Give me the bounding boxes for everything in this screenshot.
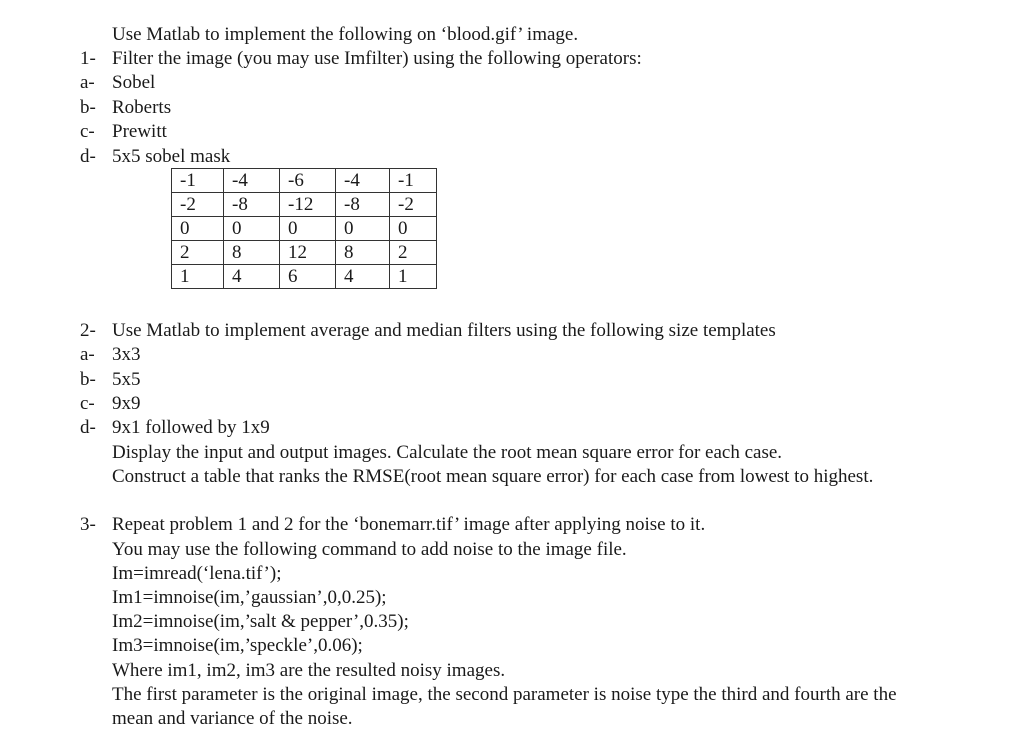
mask-cell: -1 — [172, 169, 224, 193]
mask-cell: 0 — [390, 217, 437, 241]
problem-3-code-line: Im1=imnoise(im,’gaussian’,0,0.25); — [112, 587, 387, 608]
mask-cell: 0 — [224, 217, 280, 241]
problem-1-item-b: Roberts — [112, 97, 172, 118]
intro-text: Use Matlab to implement the following on ‘blood.gif’ image. — [112, 24, 579, 45]
problem-1-item-d: 5x5 sobel mask — [112, 146, 231, 167]
mask-row — [172, 169, 437, 193]
mask-cell: -2 — [172, 193, 224, 217]
problem-3-text: Repeat problem 1 and 2 for the ‘bonemarr.tif’ image after applying noise to it. — [112, 514, 706, 535]
problem-3-code-line: Im2=imnoise(im,’salt & pepper’,0.35); — [112, 611, 409, 632]
mask-cell: 8 — [336, 241, 390, 265]
problem-3-line: Where im1, im2, im3 are the resulted noisy images. — [112, 660, 506, 681]
problem-2-item-a-marker: a- — [80, 344, 95, 365]
sobel-mask-table — [171, 168, 437, 289]
problem-2-item-d-marker: d- — [80, 417, 96, 438]
mask-cell: -4 — [224, 169, 280, 193]
problem-1-item-a-marker: a- — [80, 72, 95, 93]
problem-2-item-b-marker: b- — [80, 369, 96, 390]
mask-cell: -4 — [336, 169, 390, 193]
mask-row — [172, 193, 437, 217]
problem-2-marker: 2- — [80, 320, 96, 341]
problem-1-text: Filter the image (you may use Imfilter) using the following operators: — [112, 48, 642, 69]
problem-2-item-c-marker: c- — [80, 393, 95, 414]
problem-2-item-b: 5x5 — [112, 369, 141, 390]
problem-2-item-a: 3x3 — [112, 344, 141, 365]
mask-cell: 1 — [390, 265, 437, 289]
problem-3-line: mean and variance of the noise. — [112, 708, 353, 729]
mask-cell: -8 — [224, 193, 280, 217]
mask-cell: 1 — [172, 265, 224, 289]
mask-cell: 12 — [280, 241, 336, 265]
mask-cell: -12 — [280, 193, 336, 217]
mask-cell: -2 — [390, 193, 437, 217]
problem-1-item-c: Prewitt — [112, 121, 167, 142]
problem-1-item-c-marker: c- — [80, 121, 95, 142]
problem-3-marker: 3- — [80, 514, 96, 535]
mask-cell: -1 — [390, 169, 437, 193]
mask-cell: 0 — [280, 217, 336, 241]
mask-cell: 0 — [172, 217, 224, 241]
mask-cell: -8 — [336, 193, 390, 217]
problem-2-note-display: Display the input and output images. Calculate the root mean square error for each case. — [112, 442, 783, 463]
mask-cell: 2 — [390, 241, 437, 265]
mask-row — [172, 265, 437, 289]
problem-2-text: Use Matlab to implement average and median filters using the following size templates — [112, 320, 776, 341]
problem-3-code-line: Im=imread(‘lena.tif’); — [112, 563, 282, 584]
mask-cell: 2 — [172, 241, 224, 265]
problem-1-marker: 1- — [80, 48, 96, 69]
mask-cell: 6 — [280, 265, 336, 289]
problem-1-item-b-marker: b- — [80, 97, 96, 118]
mask-cell: 0 — [336, 217, 390, 241]
mask-cell: 8 — [224, 241, 280, 265]
mask-row — [172, 241, 437, 265]
mask-cell: -6 — [280, 169, 336, 193]
problem-3-line: The first parameter is the original image, the second parameter is noise type the third and fourth are the — [112, 684, 897, 705]
problem-3-line: You may use the following command to add noise to the image file. — [112, 539, 627, 560]
problem-2-item-c: 9x9 — [112, 393, 141, 414]
problem-2-note-table: Construct a table that ranks the RMSE(root mean square error) for each case from lowest to highest. — [112, 466, 874, 487]
problem-2-item-d: 9x1 followed by 1x9 — [112, 417, 270, 438]
problem-3-code-line: Im3=imnoise(im,’speckle’,0.06); — [112, 635, 363, 656]
problem-1-item-a: Sobel — [112, 72, 156, 93]
mask-row — [172, 217, 437, 241]
problem-1-item-d-marker: d- — [80, 146, 96, 167]
mask-cell: 4 — [336, 265, 390, 289]
mask-cell: 4 — [224, 265, 280, 289]
